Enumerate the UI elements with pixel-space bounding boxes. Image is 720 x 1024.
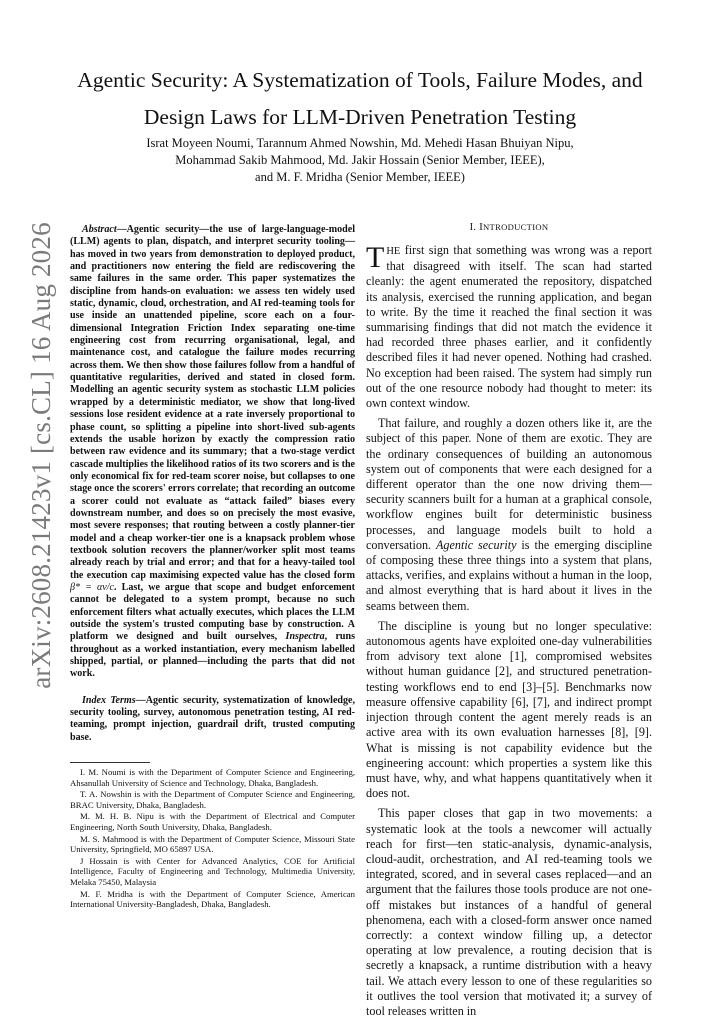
abstract-formula: β* = αv/c — [70, 581, 114, 593]
footnote: M. S. Mahmood is with the Department of Computer Science, Missouri State University, Springfield, MO 65897 USA. — [70, 833, 355, 855]
arxiv-identifier: arXiv:2608.21423v1 [cs.CL] 16 Aug 2026 — [25, 221, 56, 689]
authors-line-2: Mohammad Sakib Mahmood, Md. Jakir Hossain (Senior Member, IEEE), — [175, 153, 545, 167]
index-terms-label: Index Terms — [82, 694, 136, 706]
abstract — [70, 224, 355, 681]
paragraph-text: first sign that something was wrong was a report that disagreed with itself. The scan had started cleanly: the agent enumerated the repository, dispatched its analysis, exercised the running application, and began to write. By the time it reached the final section it was summarising findings that did not match the evidence it had recorded three phases earlier, and it confidently described files it had never opened. Nothing had crashed. No exception had been raised. The system had simply run out of the one resource nobody had thought to meter: its own context window. — [366, 243, 652, 411]
paper-title — [60, 62, 660, 136]
introduction-body — [366, 243, 652, 1019]
body-paragraph: This paper closes that gap in two movements: a systematic look at the tools a newcomer will actually reach for first—ten static-analysis, dynamic-analysis, cloud-audit, orchestration, and AI red-teaming tools we integrated, scored, and in several cases replaced—and an argument that the failures those tools produce are not one-off mistakes but instances of a handful of general phenomena, each with a closed-form answer once named correctly: a context window filling up, a detector operating at low prevalence, a routing decision that is secretly a knapsack, a runtime distribution with a heavy tail. We attach every lesson to one of these regularities so it outlives the tool version that motivated it; a survey of tool releases written in — [366, 806, 652, 1018]
abstract-text: —Agentic security—the use of large-language-model (LLM) agents to plan, dispatch, and interpret security tooling—has moved in two years from demonstration to deployed product, and practitioners now entering the field are rediscovering the same failures in the same order. This paper systematizes the discipline from hands-on evaluation: we assess ten widely used static, dynamic, cloud, orchestration, and AI red-teaming tools for use inside an unattended pipeline, score each on a four-dimensional Integration Friction Index separating one-time engineering cost from recurring organisational, legal, and maintenance cost, and catalogue the failure modes recurring across them. We then show those failures follow from a handful of quantitative regularities, derived and stated in closed form. Modelling an agentic security system as stochastic LLM policies wrapped by a deterministic mediator, we show that long-lived sessions lose resident evidence at a rate inversely proportional to phase count, so splitting a pipeline into short-lived sub-agents extends the usable horizon by exactly the compression ratio between raw evidence and its summary; that a two-stage verdict cascade multiplies the likelihood ratios of its two scorers and is the only economical fix for red-team scorer noise, but collapses to one stage once the scorers' errors correlate; that recording an outcome a scorer could not evaluate as “attack failed” biases every downstream number, and does so on precisely the most evasive, most severe responses; that routing between a costly planner-tier model and a cheap worker-tier one is a knapsack problem whose textbook solution recovers the planner/worker split most teams already reach by trial and error; and that for a heavy-tailed tool the execution cap maximising expected value has the closed form — [70, 224, 355, 581]
abstract-text-end: , runs throughout as a worked instantiation, every mechanism labelled shipped, partial, or planned—including the parts that did not work. — [70, 631, 356, 680]
abstract-text-after: . Last, we argue that scope and budget enforcement cannot be delegated to a system prompt, because no such enforcement filters what actually executes, which places the LLM outside the system's trusted computing base by construction. A platform we designed and built ourselves, — [70, 581, 355, 643]
right-column — [366, 222, 652, 1024]
arxiv-identifier-stamp — [16, 220, 66, 690]
paragraph-text: That failure, and roughly a dozen others like it, are the subject of this paper. None of them are exotic. They are the ordinary consequences of building an autonomous system out of components that were each designed for a different operator than the one now driving them—security scanners built for a human at a graphical console, workflow engines built for deterministic business processes, and language models built to hold a conversation. — [366, 416, 652, 552]
title-line-2: Design Laws for LLM-Driven Penetration Testing — [143, 105, 577, 129]
section-title-initial: I — [479, 222, 484, 233]
section-title-rest: NTRODUCTION — [483, 222, 549, 232]
footnote: M. F. Mridha is with the Department of Computer Science, American International University-Bangladesh, Dhaka, Bangladesh. — [70, 888, 355, 910]
body-paragraph — [366, 416, 652, 614]
section-heading-introduction — [366, 222, 652, 233]
drop-cap: T — [366, 241, 385, 274]
title-line-1: Agentic Security: A Systematization of Tools, Failure Modes, and — [77, 68, 643, 92]
author-list — [80, 135, 640, 186]
footnote: M. M. H. B. Nipu is with the Department of Electrical and Computer Engineering, North South University, Dhaka, Bangladesh. — [70, 811, 355, 833]
footnote: T. A. Nowshin is with the Department of Computer Science and Engineering, BRAC University, Dhaka, Bangladesh. — [70, 789, 355, 810]
body-paragraph: The discipline is young but no longer speculative: autonomous agents have exploited one-day vulnerabilities from advisory text alone [1], compromised websites without human guidance [2], and structured penetration-testing workflows end to end [3]–[5]. Benchmarks now measure offensive capability [6], [7], and indirect prompt injection through content the agent merely reads is an active area with its own evaluation harnesses [8], [9]. What is missing is not capability evidence but the engineering account: which properties a system like this must have, why, and what happens quantitatively when it does not. — [366, 618, 652, 801]
authors-line-3: and M. F. Mridha (Senior Member, IEEE) — [255, 170, 465, 184]
abstract-platform-name: Inspectra — [285, 631, 325, 643]
authors-line-1: Israt Moyeen Noumi, Tarannum Ahmed Nowshin, Md. Mehedi Hasan Bhuiyan Nipu, — [146, 136, 574, 150]
footnote: J Hossain is with Center for Advanced Analytics, COE for Artificial Intelligence, Faculty of Engineering and Technology, Multimedia University, Melaka 75450, Malaysia — [70, 855, 355, 888]
index-terms — [70, 695, 355, 744]
body-paragraph — [366, 243, 652, 411]
emphasized-term: Agentic security — [436, 537, 517, 552]
paragraph-text: is the emerging discipline of composing these three things into a system that plans, attacks, verifies, and explains without a human in the loop, and almost everything that is hard about it lives in the seams between them. — [366, 537, 652, 613]
footnote: I. M. Noumi is with the Department of Computer Science and Engineering, Ahsanullah University of Science and Technology, Dhaka, Bangladesh. — [70, 767, 355, 788]
footnote-divider — [70, 762, 150, 763]
section-numeral: I. — [469, 222, 480, 233]
left-column — [70, 224, 355, 911]
author-affiliation-footnotes — [70, 767, 355, 910]
opening-caps: HE — [386, 246, 401, 257]
abstract-label: Abstract — [82, 224, 117, 235]
index-terms-text: —Agentic security, systematization of knowledge, security tooling, survey, autonomous penetration testing, AI red-teaming, prompt injection, guardrail drift, trusted computing base. — [70, 694, 356, 743]
